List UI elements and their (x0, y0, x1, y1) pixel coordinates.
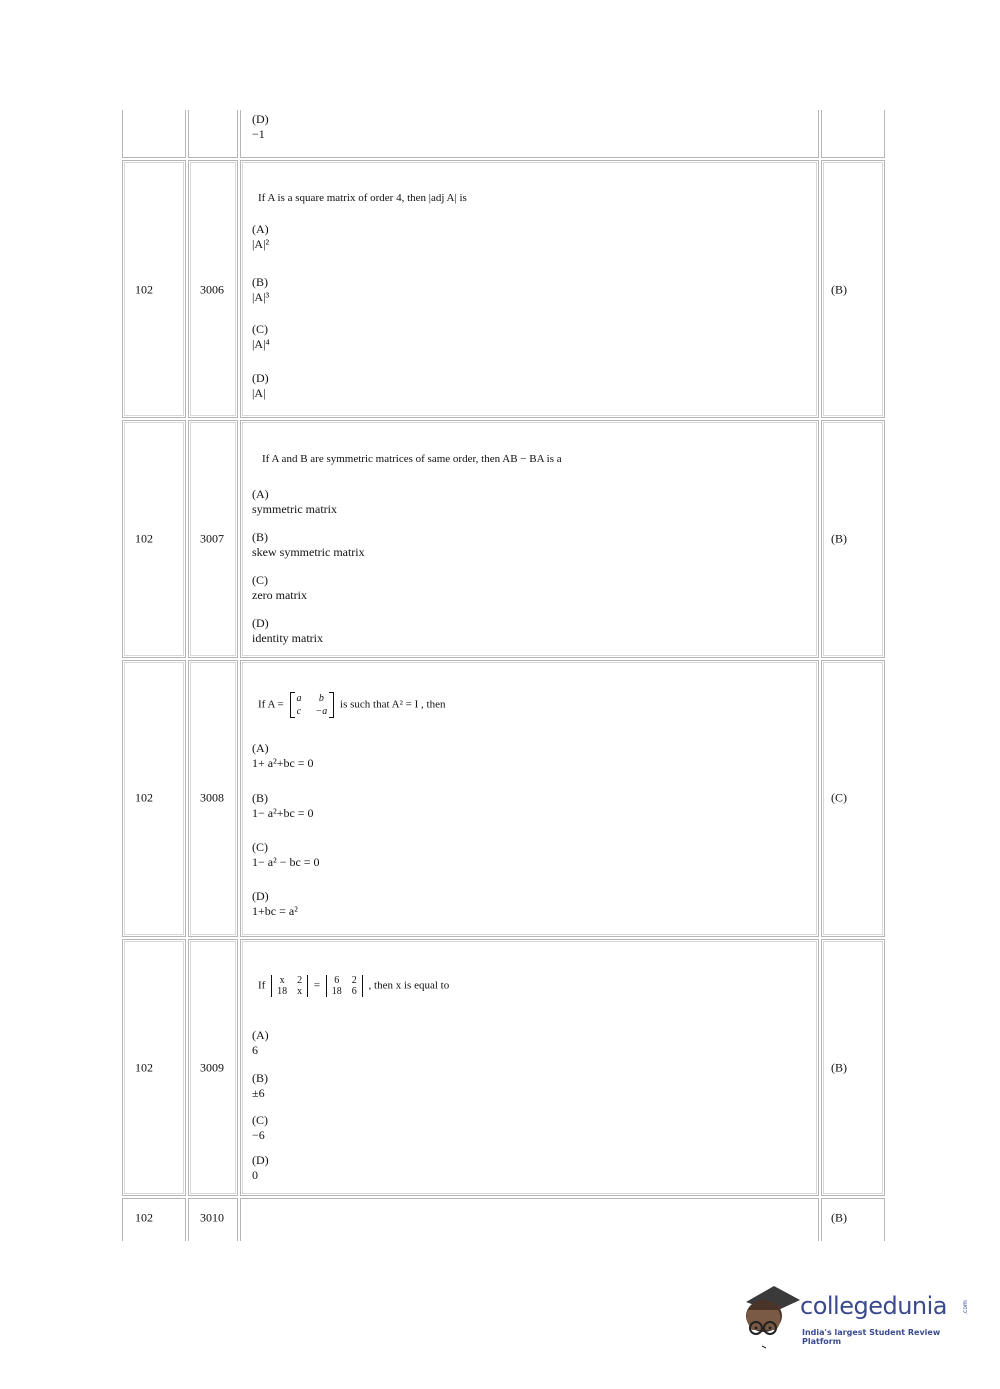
answer-key: (C) (831, 790, 847, 805)
question-stem (258, 975, 449, 997)
option-label: (D) (252, 112, 269, 126)
collegedunia-logo[interactable] (740, 1280, 980, 1350)
paper-cell (122, 1198, 186, 1241)
option-d (252, 371, 269, 401)
option-d (252, 889, 298, 919)
option-label: (C) (252, 1113, 268, 1127)
stem-prefix: If (258, 979, 266, 992)
determinant-right (326, 975, 363, 997)
option-label: (A) (252, 222, 269, 236)
option-label: (C) (252, 573, 268, 587)
question-stem: If A is a square matrix of order 4, then |adj A| is (258, 192, 467, 204)
mascot-icon (740, 1280, 802, 1350)
option-label: (B) (252, 1071, 268, 1085)
option-label: (D) (252, 371, 269, 385)
brand-suffix: .com (961, 1300, 969, 1315)
option-value: ±6 (252, 1086, 265, 1100)
matrix-a (290, 692, 335, 718)
option-label: (D) (252, 1153, 269, 1167)
qno-cell (188, 110, 238, 158)
option-a (252, 741, 314, 771)
option-b (252, 1071, 268, 1101)
option-c (252, 1113, 268, 1143)
option-value: 1+bc = a² (252, 904, 298, 918)
answer-cell (821, 110, 885, 158)
option-value: 1− a² − bc = 0 (252, 855, 320, 869)
option-label: (C) (252, 840, 268, 854)
option-value: |A| (252, 386, 266, 400)
stem-prefix: If A = (258, 698, 284, 711)
option-label: (A) (252, 487, 269, 501)
stem-suffix: is such that A² = I , then (340, 698, 446, 711)
question-stem: If A and B are symmetric matrices of same order, then AB − BA is a (262, 453, 562, 465)
brand-tagline: India's largest Student Review Platform (802, 1328, 941, 1346)
paper-number: 102 (135, 790, 153, 805)
option-label: (C) (252, 322, 268, 336)
option-label: (A) (252, 1028, 269, 1042)
det-entry: x (297, 986, 303, 997)
question-number: 3006 (200, 282, 224, 297)
table-row (122, 110, 885, 158)
paper-cell (122, 660, 186, 937)
equals-sign: = (313, 979, 321, 992)
option-label: (B) (252, 791, 268, 805)
paper-cell (122, 160, 186, 418)
question-number: 3007 (200, 531, 224, 546)
option-value: 1+ a²+bc = 0 (252, 756, 314, 770)
question-cell (240, 1198, 819, 1241)
paper-number: 102 (135, 1060, 153, 1075)
option-d (252, 112, 269, 142)
option-value: 0 (252, 1168, 258, 1182)
answer-key: (B) (831, 1210, 847, 1225)
paper-cell (122, 420, 186, 658)
option-value: zero matrix (252, 588, 307, 602)
stem-suffix: , then x is equal to (368, 979, 450, 992)
option-value: |A|² (252, 237, 270, 251)
option-value: 6 (252, 1043, 258, 1057)
option-b (252, 530, 365, 560)
question-number: 3009 (200, 1060, 224, 1075)
det-entry: 18 (331, 986, 342, 997)
det-entry: 18 (277, 986, 288, 997)
option-value: |A|⁴ (252, 337, 270, 351)
option-d (252, 1153, 269, 1183)
paper-cell (122, 110, 186, 158)
paper-cell (122, 939, 186, 1196)
option-value: −6 (252, 1128, 265, 1142)
option-b (252, 275, 269, 305)
det-entry: x (279, 975, 285, 986)
option-label: (D) (252, 889, 269, 903)
option-a (252, 222, 269, 252)
det-entry: 6 (334, 975, 340, 986)
option-value: −1 (252, 127, 265, 141)
option-c (252, 322, 270, 352)
answer-key: (B) (831, 282, 847, 297)
option-label: (A) (252, 741, 269, 755)
question-number: 3008 (200, 790, 224, 805)
question-number: 3010 (200, 1210, 224, 1225)
option-a (252, 487, 337, 517)
option-label: (B) (252, 275, 268, 289)
matrix-entry: b (318, 693, 324, 704)
option-value: identity matrix (252, 631, 323, 645)
answer-key: (B) (831, 531, 847, 546)
brand-name: collegedunia (800, 1292, 948, 1320)
option-c (252, 840, 320, 870)
paper-number: 102 (135, 531, 153, 546)
table-row (122, 660, 885, 937)
option-c (252, 573, 307, 603)
option-value: 1− a²+bc = 0 (252, 806, 314, 820)
table-row (122, 160, 885, 418)
question-stem (258, 692, 445, 718)
option-a (252, 1028, 269, 1058)
matrix-entry: −a (315, 706, 328, 717)
question-cell (240, 110, 819, 158)
option-b (252, 791, 314, 821)
option-d (252, 616, 323, 646)
table-row (122, 939, 885, 1196)
table-row (122, 420, 885, 658)
det-entry: 2 (297, 975, 303, 986)
matrix-entry: c (296, 706, 302, 717)
option-label: (D) (252, 616, 269, 630)
option-value: |A|³ (252, 290, 270, 304)
table-row (122, 1198, 885, 1241)
option-value: symmetric matrix (252, 502, 337, 516)
paper-number: 102 (135, 1210, 153, 1225)
determinant-left (271, 975, 308, 997)
matrix-entry: a (296, 693, 302, 704)
answer-key: (B) (831, 1060, 847, 1075)
option-label: (B) (252, 530, 268, 544)
option-value: skew symmetric matrix (252, 545, 365, 559)
paper-number: 102 (135, 282, 153, 297)
det-entry: 6 (351, 986, 357, 997)
det-entry: 2 (351, 975, 357, 986)
